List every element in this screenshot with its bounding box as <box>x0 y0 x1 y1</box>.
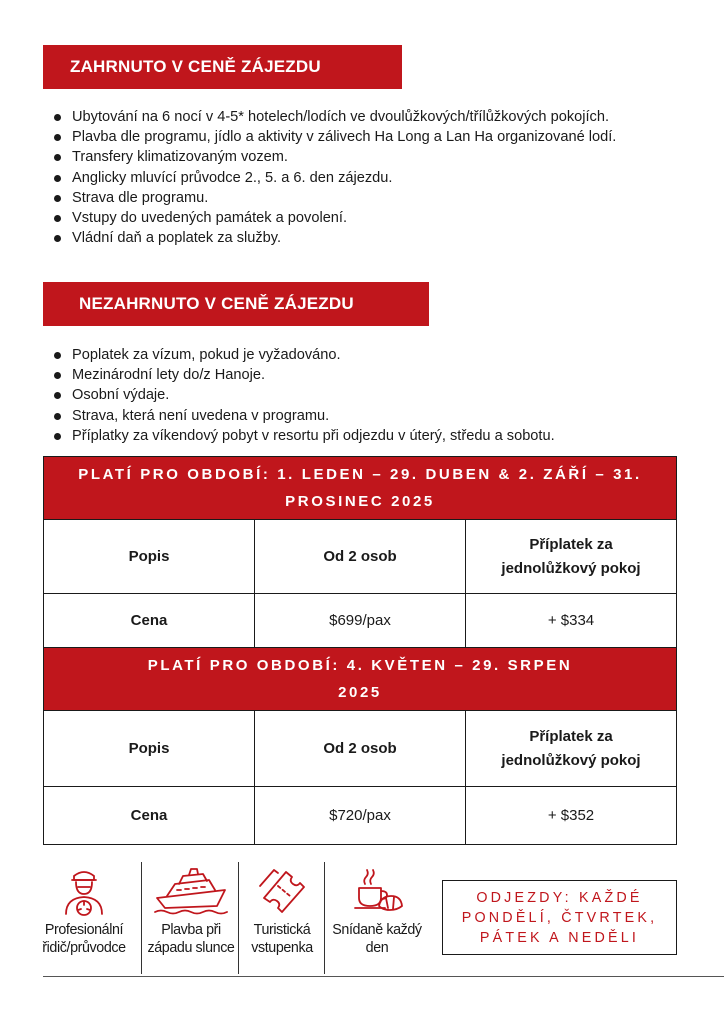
driver-icon <box>56 864 112 916</box>
feature-breakfast <box>327 862 427 974</box>
feature-label: Profesionální řidič/průvodce <box>42 922 126 956</box>
list-item: Poplatek za vízum, pokud je vyžadováno. <box>52 345 555 365</box>
list-item: Anglicky mluvící průvodce 2., 5. a 6. den zájezdu. <box>52 168 616 188</box>
feature-label: Turistická vstupenka <box>251 922 313 956</box>
row-label-price: Cena <box>44 787 255 845</box>
period-header: PLATÍ PRO OBDOBÍ: 1. LEDEN – 29. DUBEN & 2. ZÁŘÍ – 31. PROSINEC 2025 <box>44 457 677 520</box>
period-header: PLATÍ PRO OBDOBÍ: 4. KVĚTEN – 29. SRPEN 2025 <box>44 648 677 711</box>
feature-cruise <box>144 862 238 974</box>
column-header-single-supplement: Příplatek za jednolůžkový pokoj <box>466 520 677 594</box>
cruise-ship-icon <box>151 864 231 916</box>
list-item: Příplatky za víkendový pobyt v resortu při odjezdu v úterý, středu a sobotu. <box>52 426 555 446</box>
departures-text: ODJEZDY: KAŽDÉ PONDĚLÍ, ČTVRTEK, PÁTEK A NEDĚLI <box>461 889 658 946</box>
list-item: Transfery klimatizovaným vozem. <box>52 147 616 167</box>
breakfast-icon <box>349 864 405 916</box>
price-table-period-1 <box>43 456 677 648</box>
included-title-text: ZAHRNUTO V CENĚ ZÁJEZDU <box>70 57 321 76</box>
included-list <box>52 107 616 248</box>
list-item: Vstupy do uvedených památek a povolení. <box>52 208 616 228</box>
feature-divider <box>141 862 142 974</box>
column-header-two-persons: Od 2 osob <box>255 520 466 594</box>
list-item: Ubytování na 6 nocí v 4-5* hotelech/lodích ve dvoulůžkových/třílůžkových pokojích. <box>52 107 616 127</box>
departures-box <box>442 880 677 955</box>
feature-ticket <box>241 862 323 974</box>
supplement-value: + $352 <box>466 787 677 845</box>
column-header-single-supplement: Příplatek za jednolůžkový pokoj <box>466 711 677 787</box>
list-item: Strava dle programu. <box>52 188 616 208</box>
feature-label: Plavba při západu slunce <box>147 922 235 956</box>
column-header-description: Popis <box>44 711 255 787</box>
feature-divider <box>324 862 325 974</box>
row-label-price: Cena <box>44 594 255 648</box>
list-item: Strava, která není uvedena v programu. <box>52 406 555 426</box>
excluded-title-text: NEZAHRNUTO V CENĚ ZÁJEZDU <box>79 294 354 313</box>
column-header-description: Popis <box>44 520 255 594</box>
price-value: $720/pax <box>255 787 466 845</box>
included-section-title <box>43 45 402 89</box>
ticket-icon <box>256 864 308 916</box>
excluded-section-title <box>43 282 429 326</box>
feature-driver <box>30 862 138 974</box>
supplement-value: + $334 <box>466 594 677 648</box>
feature-label: Snídaně každý den <box>332 922 422 956</box>
list-item: Vládní daň a poplatek za služby. <box>52 228 616 248</box>
excluded-list <box>52 345 555 446</box>
feature-divider <box>238 862 239 974</box>
list-item: Osobní výdaje. <box>52 385 555 405</box>
price-table-period-2 <box>43 647 677 845</box>
list-item: Mezinárodní lety do/z Hanoje. <box>52 365 555 385</box>
price-value: $699/pax <box>255 594 466 648</box>
list-item: Plavba dle programu, jídlo a aktivity v zálivech Ha Long a Lan Ha organizované lodí. <box>52 127 616 147</box>
footer-divider <box>43 976 724 977</box>
column-header-two-persons: Od 2 osob <box>255 711 466 787</box>
